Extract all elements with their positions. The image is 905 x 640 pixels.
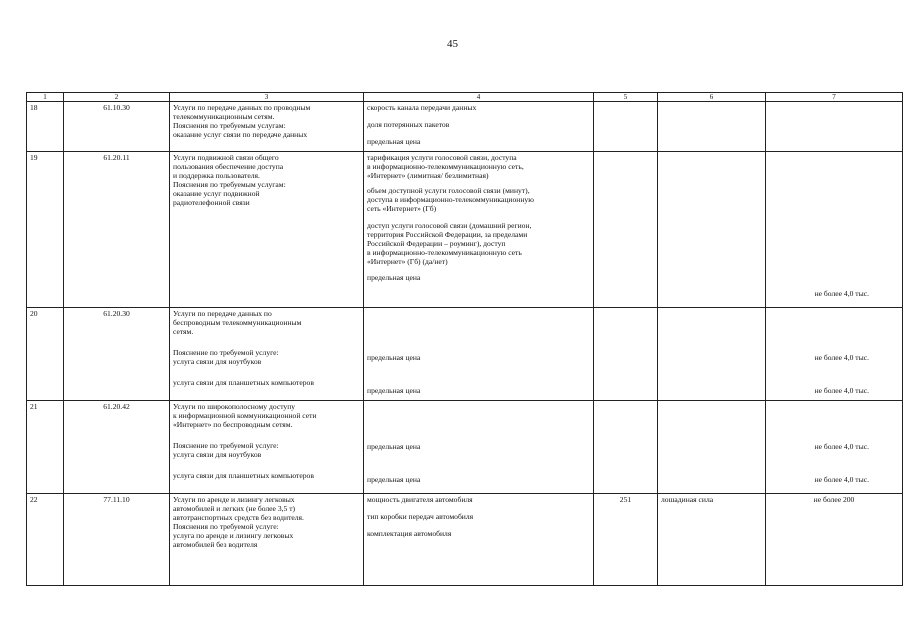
service-name-text: Услуги по широкополосному доступу к информационной коммуникационной сети «Интернет» по беспроводным сетям. [173,402,317,429]
characteristic: тип коробки передач автомобиля [367,512,474,521]
unit-code-cell [594,152,658,308]
characteristic: тарификация услуги голосовой связи, доступа в информационно-телекоммуникационную сеть, «Интернет» (лимитная/ безлимитная) [367,153,524,180]
characteristics-cell [364,152,594,308]
unit-code-cell [594,401,658,494]
row-number: 19 [27,152,64,308]
service-name-text: Услуги по передаче данных по проводным телекоммуникационным сетям. Пояснения по требуемым услугам: оказание услуг связи по передаче данных [173,103,311,139]
characteristics-cell [364,102,594,152]
okpd-code: 77.11.10 [64,494,170,586]
value-cell [766,152,903,308]
column-header: 7 [766,93,903,102]
characteristic: объем доступной услуги голосовой связи (минут), доступа в информационно-телекоммуникационную сеть «Интернет» (Гб) [367,186,534,213]
characteristic: мощность двигателя автомобиля [367,495,473,504]
table-row [27,152,903,308]
unit-name-cell [658,152,766,308]
service-name [170,494,364,586]
requirements-table [26,92,903,586]
characteristics-cell [364,401,594,494]
service-explanation: Пояснение по требуемой услуге: услуга связи для ноутбуков [173,441,279,459]
characteristic: доля потерянных пакетов [367,120,450,129]
service-explanation: Пояснение по требуемой услуге: услуга связи для ноутбуков [173,348,279,366]
table-header-row [27,93,903,102]
service-name [170,308,364,401]
characteristic: комплектация автомобиля [367,529,452,538]
unit-name-cell: лошадиная сила [658,494,766,586]
value: не более 4,0 тыс. [814,442,869,451]
column-header: 5 [594,93,658,102]
unit-name-cell [658,102,766,152]
unit-code-cell: 251 [594,494,658,586]
table-row [27,102,903,152]
row-number: 22 [27,494,64,586]
service-tablet: услуга связи для планшетных компьютеров [173,471,314,480]
table-row [27,494,903,586]
service-name-text: Услуги подвижной связи общего пользования обеспечение доступа и поддержка пользователя. Пояснения по требуемым услугам: оказание услуг подвижной радиотелефонной связи [173,153,286,207]
characteristics-cell [364,308,594,401]
row-number: 20 [27,308,64,401]
column-header: 6 [658,93,766,102]
unit-code-cell [594,308,658,401]
service-name [170,401,364,494]
column-header: 1 [27,93,64,102]
column-header: 3 [170,93,364,102]
value: не более 4,0 тыс. [814,353,869,362]
value-cell: не более 200 [766,494,903,586]
characteristic: скорость канала передачи данных [367,103,477,112]
value-cell [766,401,903,494]
service-name-text: Услуги по аренде и лизингу легковых автомобилей и легких (не более 3,5 т) автотранспортных средств без водителя. Пояснения по требуемой услуге: услуга по аренде и лизингу легковых автомобилей без водителя [173,495,304,549]
service-name-text: Услуги по передаче данных по беспроводным телекоммуникационным сетям. [173,309,302,336]
unit-name-cell [658,401,766,494]
characteristic: предельная цена [367,273,421,282]
column-header: 2 [64,93,170,102]
column-header: 4 [364,93,594,102]
okpd-code: 61.10.30 [64,102,170,152]
service-tablet: услуга связи для планшетных компьютеров [173,378,314,387]
service-name [170,102,364,152]
unit-code-cell [594,102,658,152]
value: не более 4,0 тыс. [814,475,869,484]
okpd-code: 61.20.42 [64,401,170,494]
okpd-code: 61.20.30 [64,308,170,401]
characteristic: доступ услуги голосовой связи (домашний регион, территория Российской Федерации, за пределами Российской Федерации – роуминг), доступ в информационно-телекоммуникационную сеть «Интернет» (Гб) (да/нет) [367,221,532,266]
characteristics-cell [364,494,594,586]
value-cell [766,102,903,152]
table-row [27,308,903,401]
characteristic: предельная цена [367,475,421,484]
characteristic: предельная цена [367,386,421,395]
value: не более 4,0 тыс. [814,289,869,298]
row-number: 21 [27,401,64,494]
service-name [170,152,364,308]
unit-name-cell [658,308,766,401]
table-row [27,401,903,494]
value: не более 4,0 тыс. [814,386,869,395]
page-number: 45 [447,38,458,50]
okpd-code: 61.20.11 [64,152,170,308]
characteristic: предельная цена [367,353,421,362]
characteristic: предельная цена [367,442,421,451]
value-cell [766,308,903,401]
row-number: 18 [27,102,64,152]
characteristic: предельная цена [367,137,421,146]
